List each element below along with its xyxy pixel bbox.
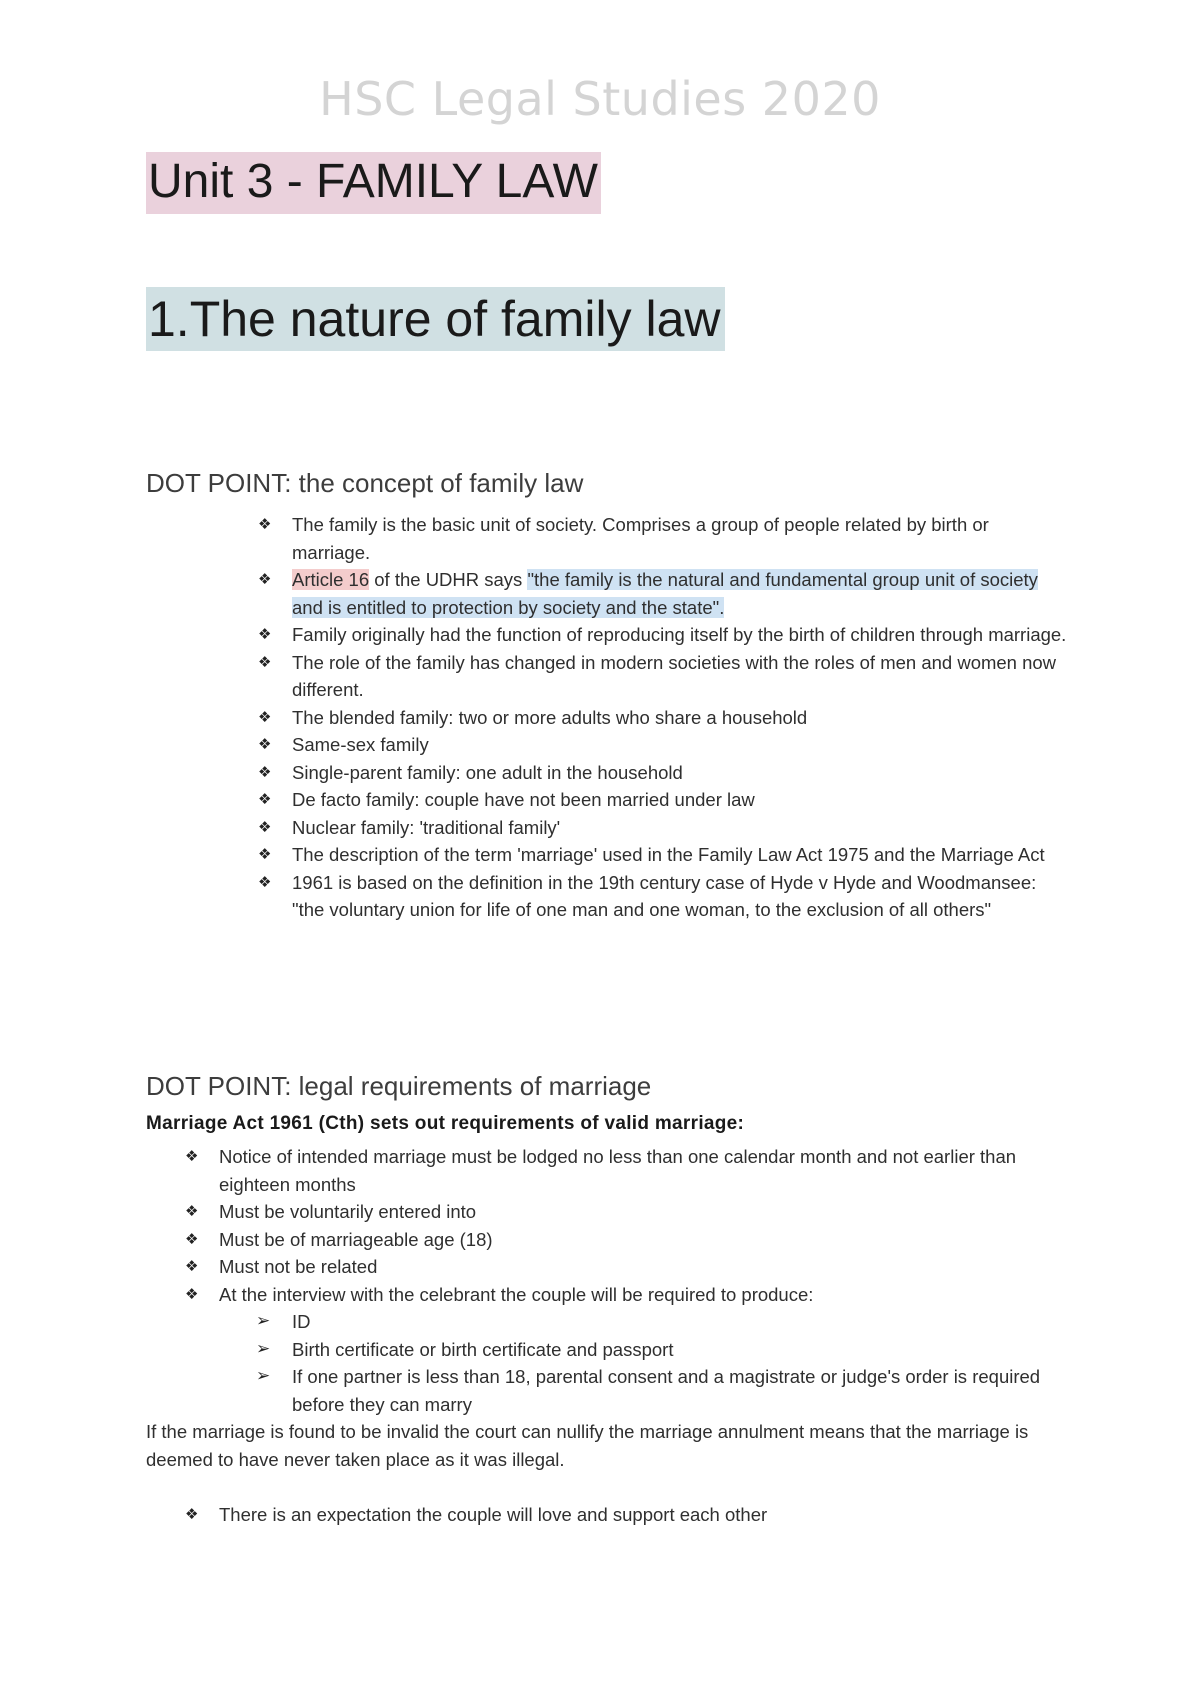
list-item [258, 649, 1072, 704]
arrowhead-bullet-icon: ➢ [256, 1338, 271, 1359]
list-item [258, 814, 1072, 842]
diamond-bullet-icon: ❖ [258, 652, 272, 671]
list-item-text: Notice of intended marriage must be lodged no less than one calendar month and not earlier than eighteen months [219, 1146, 1017, 1195]
dot-point-heading-marriage: DOT POINT: legal requirements of marriage [146, 1071, 652, 1101]
list-item [258, 759, 1072, 787]
marriage-act-statement: Marriage Act 1961 (Cth) sets out requirements of valid marriage: [146, 1113, 745, 1134]
concept-bullet-list [258, 511, 1072, 924]
diamond-bullet-icon: ❖ [258, 817, 272, 836]
list-item-text: of the UDHR says [369, 569, 528, 590]
list-item [185, 1281, 1069, 1419]
list-item [258, 511, 1072, 566]
marriage-requirements-list [185, 1143, 1069, 1418]
list-item [258, 841, 1072, 869]
arrowhead-bullet-icon: ➢ [256, 1366, 271, 1386]
diamond-bullet-icon: ❖ [258, 762, 272, 781]
list-item [185, 1226, 1069, 1254]
list-item-text: Family originally had the function of reproducing itself by the birth of children through marriage. [292, 624, 1067, 645]
list-item-text: The role of the family has changed in modern societies with the roles of men and women now different. [292, 651, 1057, 700]
document-header: HSC Legal Studies 2020 [319, 72, 881, 126]
list-item-text: The family is the basic unit of society. Comprises a group of people related by birth or marriage. [292, 514, 989, 563]
diamond-bullet-icon: ❖ [185, 1202, 199, 1220]
diamond-bullet-icon: ❖ [258, 735, 272, 753]
dot-point-heading-concept: DOT POINT: the concept of family law [146, 468, 584, 498]
list-item-text: Must be of marriageable age (18) [219, 1228, 493, 1250]
section-title: 1.The nature of family law [146, 287, 725, 351]
list-item-text: At the interview with the celebrant the couple will be required to produce: [219, 1283, 814, 1305]
diamond-bullet-icon: ❖ [258, 790, 272, 808]
list-item [258, 621, 1072, 649]
sub-list-item [256, 1363, 1072, 1418]
diamond-bullet-icon: ❖ [258, 872, 272, 891]
diamond-bullet-icon: ❖ [185, 1229, 199, 1248]
diamond-bullet-icon: ❖ [185, 1284, 199, 1303]
list-item-text: There is an expectation the couple will love and support each other [219, 1504, 768, 1525]
list-item [258, 786, 1072, 814]
annulment-paragraph: If the marriage is found to be invalid the court can nullify the marriage annulment means that the marriage is deemed to have never taken place as it was illegal. [146, 1421, 1029, 1470]
list-item [185, 1501, 1069, 1529]
list-item [185, 1253, 1069, 1281]
list-item [185, 1198, 1069, 1226]
list-item [258, 566, 1072, 621]
interview-documents-list [256, 1308, 1072, 1418]
diamond-bullet-icon: ❖ [185, 1257, 199, 1275]
arrowhead-bullet-icon: ➢ [256, 1311, 271, 1331]
list-item [258, 869, 1072, 924]
list-item-text: 1961 is based on the definition in the 19th century case of Hyde v Hyde and Woodmansee: "the voluntary union for life of one man and one woman, to the exclusion of all others" [292, 871, 1037, 920]
sub-list-item-text: ID [292, 1311, 311, 1332]
diamond-bullet-icon: ❖ [258, 515, 272, 533]
sub-list-item-text: If one partner is less than 18, parental consent and a magistrate or judge's order is required before they can marry [292, 1366, 1041, 1415]
list-item [258, 731, 1072, 759]
sub-list-item [256, 1308, 1072, 1336]
sub-list-item [256, 1336, 1072, 1364]
list-item-text: Must not be related [219, 1256, 378, 1277]
list-item [258, 704, 1072, 732]
unit-title: Unit 3 - FAMILY LAW [146, 152, 601, 214]
diamond-bullet-icon: ❖ [258, 625, 272, 643]
list-item-text: Single-parent family: one adult in the household [292, 761, 683, 783]
diamond-bullet-icon: ❖ [258, 570, 272, 588]
udhr-quote-highlight: "the family is the natural and fundamental group unit of society and is entitled to protection by society and the state". [292, 569, 1038, 618]
sub-list-item-text: Birth certificate or birth certificate and passport [292, 1338, 674, 1360]
list-item-text: De facto family: couple have not been married under law [292, 789, 755, 810]
final-bullet-list [185, 1501, 1069, 1529]
list-item [185, 1143, 1069, 1198]
diamond-bullet-icon: ❖ [185, 1505, 199, 1523]
diamond-bullet-icon: ❖ [258, 707, 272, 726]
list-item-text: Nuclear family: 'traditional family' [292, 816, 561, 838]
list-item-text: Must be voluntarily entered into [219, 1201, 477, 1222]
list-item-text: Same-sex family [292, 734, 429, 755]
article-highlight: Article 16 [292, 569, 370, 590]
list-item-text: The description of the term 'marriage' used in the Family Law Act 1975 and the Marriage Act [292, 844, 1045, 865]
diamond-bullet-icon: ❖ [185, 1147, 199, 1165]
diamond-bullet-icon: ❖ [258, 845, 272, 863]
list-item-text: The blended family: two or more adults who share a household [292, 706, 808, 728]
